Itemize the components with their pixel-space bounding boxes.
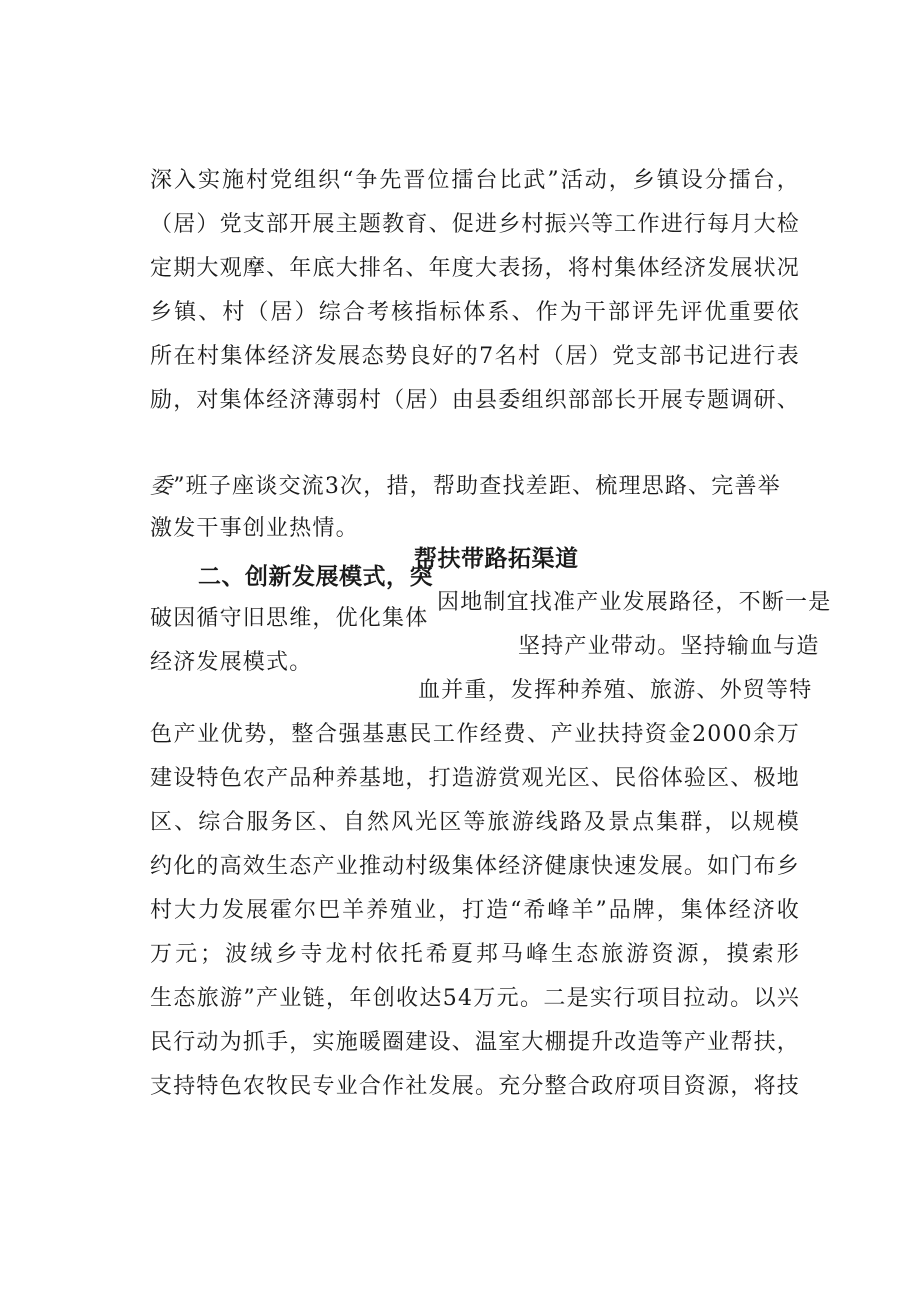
fragment-right-line-3: 血并重，发挥种养殖、旅游、外贸等特 — [418, 678, 813, 703]
para2-line-9: 支持特色农牧民专业合作社发展。充分整合政府项目资源，将技 — [150, 1074, 800, 1099]
para1-line-2: （居）党支部开展主题教育、促进乡村振兴等工作进行每月大检 — [150, 212, 800, 237]
para2-line-5: 村大力发展霍尔巴羊养殖业，打造“希峰羊”品牌，集体经济收 — [150, 898, 800, 923]
broken-line-2: 激发干事创业热情。 — [150, 516, 359, 541]
para1-line-5: 所在村集体经济发展态势良好的7名村（居）党支部书记进行表 — [150, 344, 800, 369]
para1-line-4: 乡镇、村（居）综合考核指标体系、作为干部评先评优重要依 — [150, 300, 800, 325]
para1-line-6: 励，对集体经济薄弱村（居）由县委组织部部长开展专题调研、 — [150, 388, 800, 413]
fragment-right-line-1: 因地制宜找准产业发展路径，不断一是 — [437, 590, 832, 615]
broken-line-1-italic: 委 — [150, 474, 174, 499]
section-heading-right: 帮扶带路拓渠道 — [414, 546, 579, 572]
broken-line-1-rest: ”班子座谈交流3次，措，帮助查找差距、梳理思路、完善举 — [173, 474, 781, 499]
para2-line-7: 生态旅游”产业链，年创收达54万元。二是实行项目拉动。以兴 — [150, 986, 800, 1011]
para2-line-3: 区、综合服务区、自然风光区等旅游线路及景点集群，以规模 — [150, 810, 800, 835]
para2-line-1: 色产业优势，整合强基惠民工作经费、产业扶持资金2000余万 — [150, 722, 800, 747]
fragment-left-line-2: 经济发展模式。 — [150, 650, 313, 675]
broken-line-1 — [150, 472, 781, 502]
fragment-right-line-2: 坚持产业带动。坚持输血与造 — [518, 634, 820, 659]
para2-line-8: 民行动为抓手，实施暖圈建设、温室大棚提升改造等产业帮扶， — [150, 1030, 800, 1055]
section-heading-left: 二、创新发展模式，突 — [198, 564, 433, 590]
para1-line-1: 深入实施村党组织“争先晋位擂台比武”活动，乡镇设分擂台， — [150, 168, 800, 193]
para2-line-6: 万元；波绒乡寺龙村依托希夏邦马峰生态旅游资源，摸索形 — [150, 942, 800, 967]
para2-line-2: 建设特色农产品种养基地，打造游赏观光区、民俗体验区、极地 — [150, 766, 800, 791]
para1-line-3: 定期大观摩、年底大排名、年度大表扬，将村集体经济发展状况 — [150, 256, 800, 281]
para2-line-4: 约化的高效生态产业推动村级集体经济健康快速发展。如门布乡 — [150, 854, 800, 879]
fragment-left-line-1: 破因循守旧思维，优化集体 — [150, 606, 429, 631]
